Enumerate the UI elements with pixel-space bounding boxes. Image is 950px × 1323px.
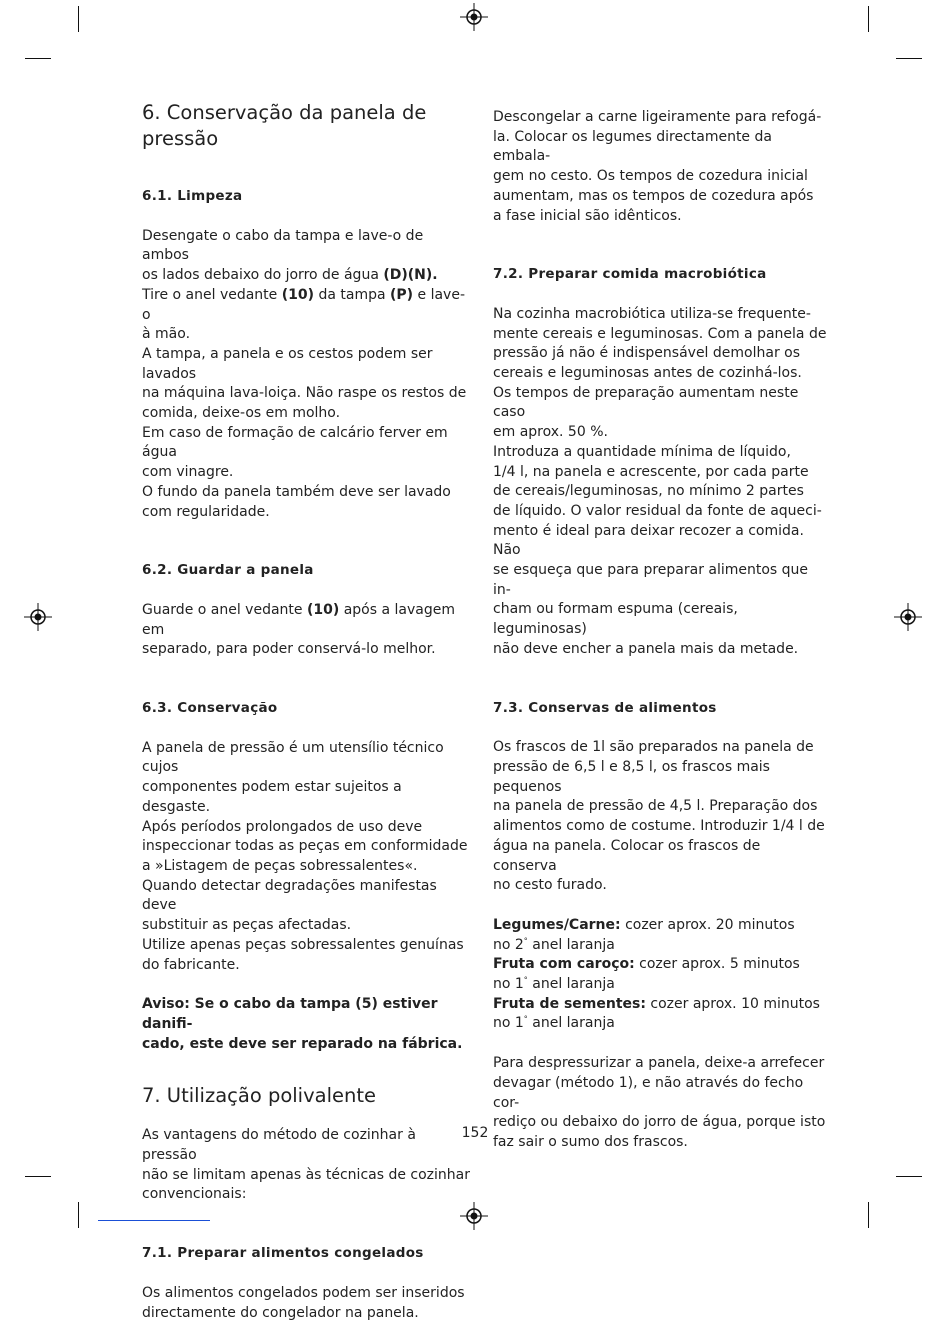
crop-mark [78, 6, 79, 32]
crop-mark [868, 1202, 869, 1228]
crop-mark [868, 6, 869, 32]
list-item: Fruta com caroço: cozer aprox. 5 minutos [493, 956, 800, 973]
frozen-food-continued-paragraph: Descongelar a carne ligeiramente para refogá- la. Colocar os legumes directamente da embala- gem no cesto. Os tempos de cozedura inicial aumentam, mas os tempos de cozedura após a fase inicial são idênticos. [493, 109, 822, 224]
cleaning-paragraph: Desengate o cabo da tampa e lave-o de ambos os lados debaixo do jorro de água (D)(N). Tire o anel vedante (10) da tampa (P) e lave-o à mão. A tampa, a panela e os cestos podem ser lavados na máquina lava-loiça. Não raspe os restos de comida, deixe-os em molho. Em caso de formação de calcário ferver em água com vinagre. O fundo da panela também deve ser lavado com regularidade. [142, 227, 467, 520]
storage-paragraph: Guarde o anel vedante (10) após a lavagem em separado, para poder conservá-lo melhor. [142, 601, 455, 658]
preserves-paragraph: Os frascos de 1l são preparados na panela de pressão de 6,5 l e 8,5 l, os frascos mais pequenos na panela de pressão de 4,5 l. Preparação dos alimentos como de costume. Introduzir 1/4 l de água na panela. Colocar os frascos de conserva no cesto furado. [493, 739, 825, 894]
maintenance-paragraph: A panela de pressão é um utensílio técnico cujos componentes podem estar sujeitos a desgaste. Após períodos prolongados de uso deve inspeccionar todas as peças em conformidade a »Listagem de peças sobressalentes«. Quando detectar degradações manifestas deve substituir as peças afectadas. Utilize apenas peças sobressalentes genuínas do fabricante. [142, 739, 468, 973]
list-item: Legumes/Carne: cozer aprox. 20 minutos [493, 916, 795, 933]
section-7-title: 7. Utilização polivalente [142, 1084, 377, 1108]
versatile-use-paragraph: As vantagens do método de cozinhar à pressão não se limitam apenas às técnicas de cozinhar convencionais: [142, 1127, 471, 1203]
right-column [493, 108, 828, 1153]
crop-mark [25, 58, 51, 59]
list-item: Fruta de sementes: cozer aprox. 10 minutos [493, 995, 820, 1012]
list-item: no 1° anel laranja [493, 1014, 615, 1032]
footer-link-line [98, 1220, 210, 1221]
crop-mark [78, 1202, 79, 1228]
list-item: no 1° anel laranja [493, 975, 615, 993]
frozen-food-paragraph: Os alimentos congelados podem ser inseridos directamente do congelador na panela. [142, 1284, 465, 1321]
section-7-2-heading: 7.2. Preparar comida macrobiótica [493, 266, 767, 283]
section-6-2-heading: 6.2. Guardar a panela [142, 562, 314, 579]
warning-paragraph: Aviso: Se o cabo da tampa (5) estiver danifi- cado, este deve ser reparado na fábrica. [142, 996, 463, 1052]
section-6-3-heading: 6.3. Conservação [142, 700, 278, 717]
page-number: 152 [461, 1125, 489, 1141]
crop-mark [896, 58, 922, 59]
crop-mark [896, 1176, 922, 1177]
cooking-times-list [493, 916, 828, 1034]
depressurize-paragraph: Para despressurizar a panela, deixe-a arrefecer devagar (método 1), e não através do fecho cor- rediço ou debaixo do jorro de água, porque isto faz sair o sumo dos frascos. [493, 1055, 826, 1150]
registration-mark-icon [894, 603, 922, 631]
crop-mark [25, 1176, 51, 1177]
section-6-1-heading: 6.1. Limpeza [142, 188, 243, 204]
macrobiotic-paragraph: Na cozinha macrobiótica utiliza-se frequente- mente cereais e leguminosas. Com a panela de pressão já não é indispensável demolhar os cereais e leguminosas antes de cozinhá-los. Os tempos de preparação aumentam neste caso em aprox. 50 %. Introduza a quantidade mínima de líquido, 1/4 l, na panela e acrescente, por cada parte de cereais/leguminosas, no mínimo 2 partes de líquido. O valor residual da fonte de aqueci- mento é ideal para deixar recozer a comida. Não se esqueça que para preparar alimentos que in- cham ou formam espuma (cereais, leguminosas) não deve encher a panela mais da metade. [493, 305, 827, 657]
registration-mark-icon [24, 603, 52, 631]
section-7-1-heading: 7.1. Preparar alimentos congelados [142, 1245, 424, 1262]
section-7-3-heading: 7.3. Conservas de alimentos [493, 699, 717, 716]
list-item: no 2° anel laranja [493, 935, 615, 953]
section-6-title: 6. Conservação da panela de pressão [142, 101, 427, 150]
registration-mark-icon [460, 3, 488, 31]
